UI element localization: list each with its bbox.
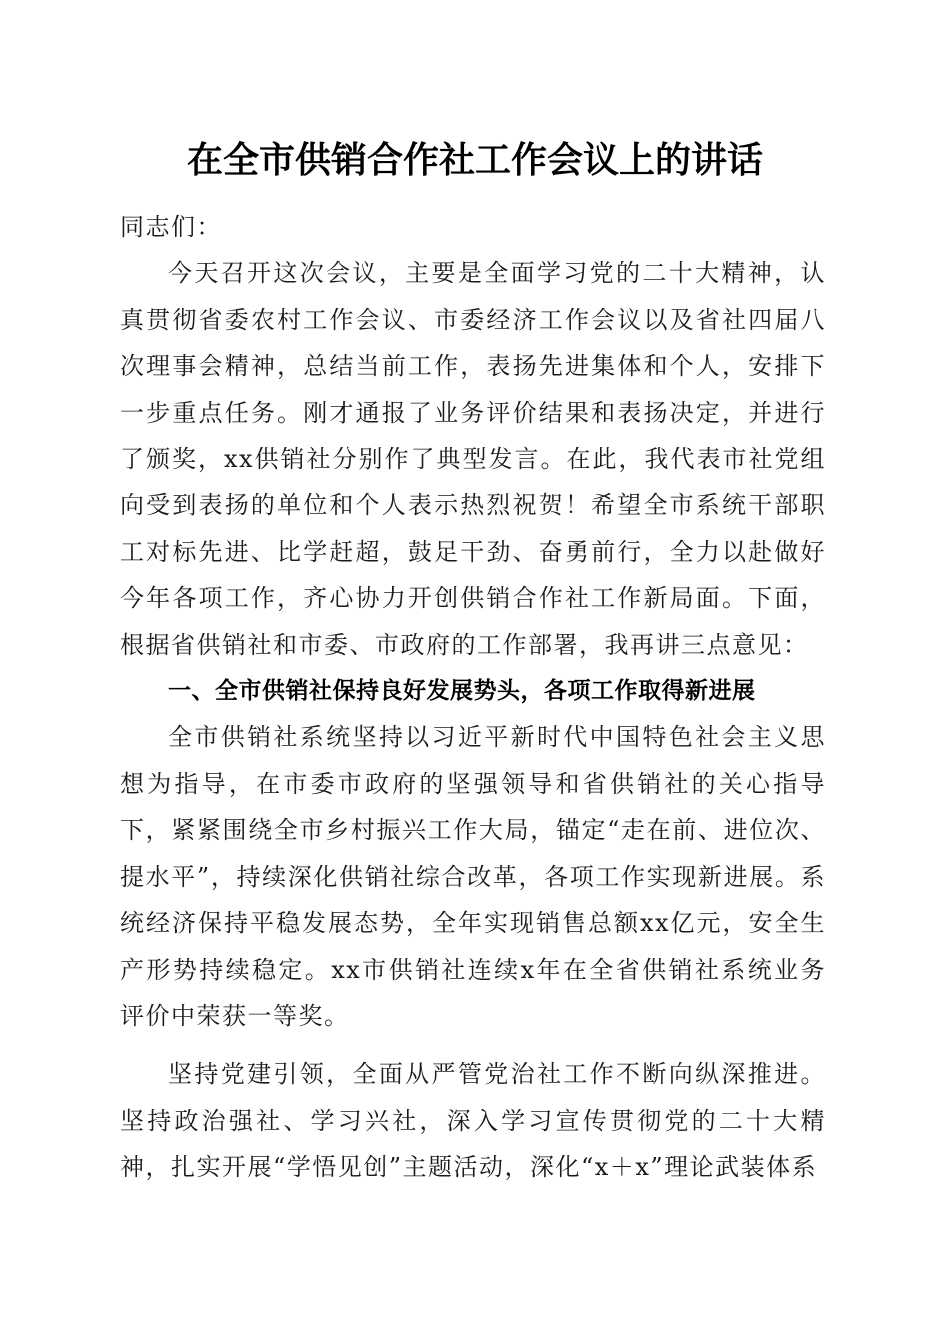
paragraph-opening: 今天召开这次会议，主要是全面学习党的二十大精神，认真贯彻省委农村工作会议、市委经济工作会议以及省社四届八次理事会精神，总结当前工作，表扬先进集体和个人，安排下一步重点任务。刚才通报了业务评价结果和表扬决定，并进行了颁奖，xx供销社分别作了典型发言。在此，我代表市社党组向受到表扬的单位和个人表示热烈祝贺！希望全市系统干部职工对标先进、比学赶超，鼓足干劲、奋勇前行，全力以赴做好今年各项工作，齐心协力开创供销合作社工作新局面。下面，根据省供销社和市委、市政府的工作部署，我再讲三点意见： [120,259,826,659]
section-heading-1: 一、全市供销社保持良好发展势头，各项工作取得新进展 [168,678,756,705]
paragraph-party-building: 坚持党建引领，全面从严管党治社工作不断向纵深推进。坚持政治强社、学习兴社，深入学习宣传贯彻党的二十大精神，扎实开展“学悟见创”主题活动，深化“x＋x”理论武装体系 [120,1060,826,1182]
document-body [120,204,826,1191]
paragraph-progress: 全市供销社系统坚持以习近平新时代中国特色社会主义思想为指导，在市委市政府的坚强领导和省供销社的关心指导下，紧紧围绕全市乡村振兴工作大局，锚定“走在前、进位次、提水平”，持续深化供销社综合改革，各项工作实现新进展。系统经济保持平稳发展态势，全年实现销售总额xx亿元，安全生产形势持续稳定。xx市供销社连续x年在全省供销社系统业务评价中荣获一等奖。 [120,723,826,1030]
document-title: 在全市供销合作社工作会议上的讲话 [186,139,763,181]
salutation: 同志们： [120,213,222,241]
